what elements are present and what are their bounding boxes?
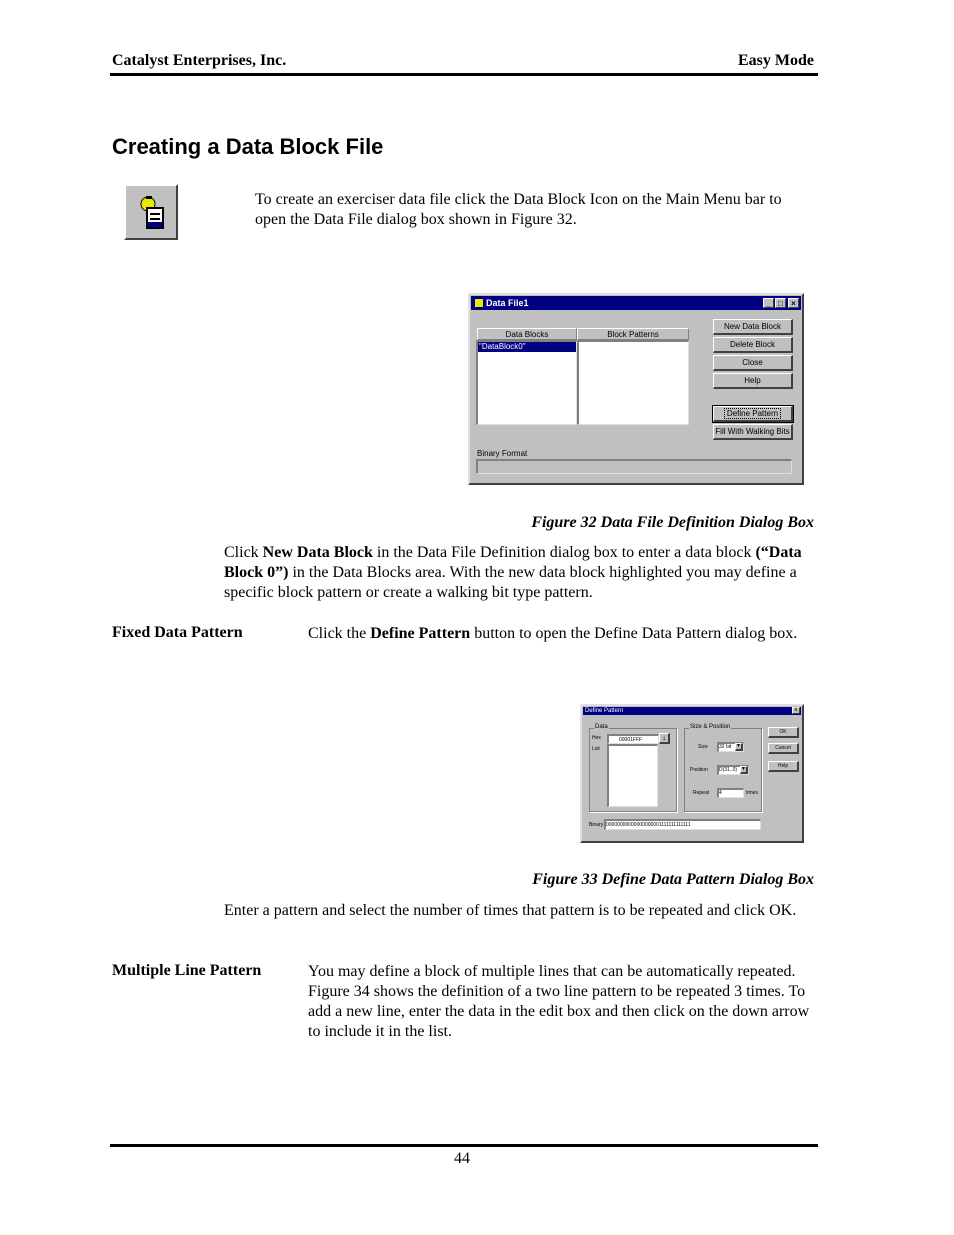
close-button[interactable]: Close: [713, 355, 793, 371]
help-button[interactable]: Help: [768, 761, 799, 772]
data-blocks-list[interactable]: [476, 340, 577, 425]
list-item[interactable]: "DataBlock0": [478, 342, 576, 352]
page-number: 44: [454, 1150, 470, 1167]
intro-paragraph: To create an exerciser data file click the Data Block Icon on the Main Menu bar to open the Data File dialog box shown in Figure 32.: [255, 191, 782, 228]
close-icon[interactable]: x: [792, 707, 800, 714]
dialog-title: Data File1: [486, 298, 529, 308]
minimize-icon[interactable]: _: [763, 298, 774, 308]
binary-format-label: Binary Format: [477, 449, 528, 458]
hex-input[interactable]: 00001FFF: [607, 734, 659, 744]
fixed-data-pattern-label: Fixed Data Pattern: [112, 624, 243, 641]
new-data-block-button[interactable]: New Data Block: [713, 319, 793, 335]
new-block-paragraph: Click New Data Block in the Data File Definition dialog box to enter a data block (“Data Block 0”) in the Data Blocks area. With the new data block highlighted you may define a specific block pattern or create a walking bit type pattern.: [224, 544, 802, 601]
times-label: times: [746, 790, 758, 796]
header-rule: [110, 73, 818, 76]
fill-walking-bits-button[interactable]: Fill With Walking Bits: [713, 424, 793, 440]
position-select[interactable]: D(31..0): [717, 765, 749, 775]
repeat-input[interactable]: 4: [717, 788, 744, 798]
define-pattern-titlebar: [583, 707, 801, 715]
define-pattern-dialog: [580, 704, 804, 843]
delete-block-button[interactable]: Delete Block: [713, 337, 793, 353]
size-position-label: Size & Position: [690, 724, 731, 730]
close-icon[interactable]: ×: [788, 298, 799, 308]
page-title: Creating a Data Block File: [112, 134, 384, 159]
pattern-list[interactable]: [607, 744, 658, 807]
data-block-icon: [124, 184, 178, 240]
data-file-dialog: [468, 293, 804, 485]
app-icon: [475, 299, 483, 307]
figure-33-caption: Figure 33 Define Data Pattern Dialog Box: [532, 871, 814, 888]
repeat-label: Repeat: [693, 790, 710, 796]
footer-rule: [110, 1144, 818, 1147]
ok-button[interactable]: OK: [768, 727, 799, 738]
data-file-titlebar: [471, 296, 801, 310]
multiple-line-pattern-label: Multiple Line Pattern: [112, 962, 262, 979]
col-header-data-blocks[interactable]: Data Blocks: [477, 328, 577, 340]
binary-field: 00000000000000000001111111111111: [604, 819, 761, 830]
define-pattern-button[interactable]: Define Pattern: [713, 406, 793, 422]
binary-label: Binary: [589, 822, 604, 828]
cancel-button[interactable]: Cancel: [768, 743, 799, 754]
maximize-icon[interactable]: □: [775, 298, 786, 308]
hex-label: Hex: [592, 735, 601, 741]
enter-pattern-paragraph: Enter a pattern and select the number of times that pattern is to be repeated and click OK.: [224, 902, 797, 919]
block-patterns-list[interactable]: [577, 340, 689, 425]
size-select[interactable]: 32 bit: [717, 742, 744, 752]
size-dropdown-icon[interactable]: ▼: [735, 743, 743, 751]
header-section: Easy Mode: [738, 52, 814, 69]
figure-32-caption: Figure 32 Data File Definition Dialog Box: [531, 514, 814, 531]
down-arrow-button[interactable]: ↓: [659, 733, 670, 744]
position-dropdown-icon[interactable]: ▼: [740, 766, 748, 774]
data-group-label: Data: [595, 724, 608, 730]
define-pattern-title: Define Pattern: [585, 708, 624, 714]
binary-format-field: [476, 459, 792, 474]
fixed-data-pattern-text: Click the Define Pattern button to open the Define Data Pattern dialog box.: [308, 625, 798, 642]
position-label: Position: [690, 767, 708, 773]
size-label: Size: [698, 744, 708, 750]
multiple-line-pattern-text: You may define a block of multiple lines that can be automatically repeated. Figure 34 shows the definition of a two line pattern to be repeated 3 times. To add a new line, enter the data in the edit box and then click on the down arrow to include it in the list.: [308, 963, 810, 1040]
header-company: Catalyst Enterprises, Inc.: [112, 52, 287, 69]
list-label: List: [592, 746, 600, 752]
help-button[interactable]: Help: [713, 373, 793, 389]
col-header-block-patterns[interactable]: Block Patterns: [577, 328, 689, 340]
